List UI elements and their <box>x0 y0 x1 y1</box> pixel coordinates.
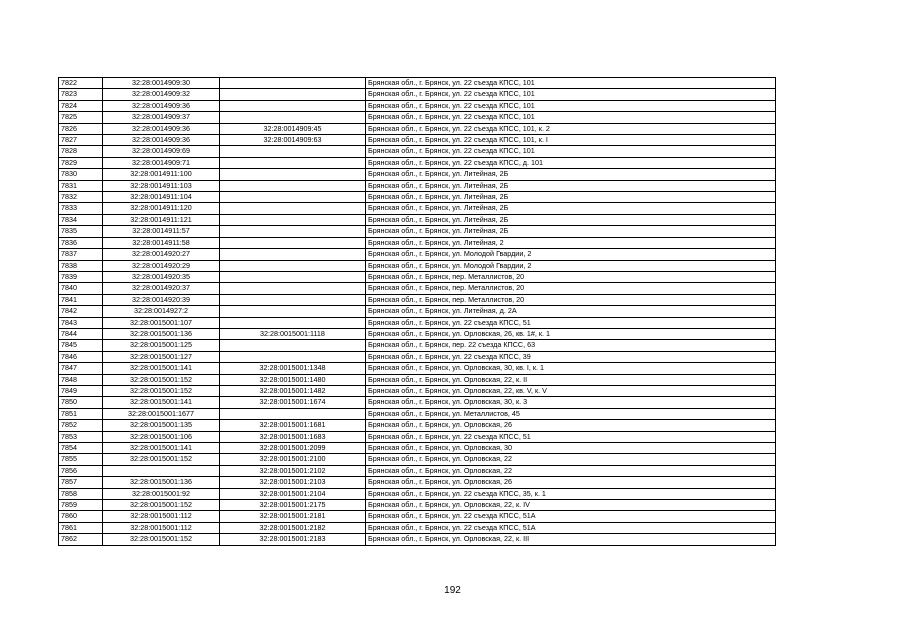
table-row <box>59 135 776 146</box>
address-cell: Брянская обл., г. Брянск, ул. 22 съезда КПСС, 51А <box>366 522 776 533</box>
table-row <box>59 408 776 419</box>
row-number-cell: 7828 <box>59 146 103 157</box>
parent-cadastral-number-cell: 32:28:0015001:127 <box>103 351 220 362</box>
parent-cadastral-number-cell: 32:28:0015001:141 <box>103 363 220 374</box>
object-cadastral-number-cell: 32:28:0015001:2183 <box>220 534 366 545</box>
row-number-cell: 7856 <box>59 465 103 476</box>
table-row <box>59 488 776 499</box>
table-row <box>59 374 776 385</box>
object-cadastral-number-cell <box>220 408 366 419</box>
address-cell: Брянская обл., г. Брянск, ул. Орловская, 22, к. II <box>366 374 776 385</box>
table-row <box>59 363 776 374</box>
object-cadastral-number-cell <box>220 237 366 248</box>
parent-cadastral-number-cell: 32:28:0015001:136 <box>103 477 220 488</box>
parent-cadastral-number-cell: 32:28:0015001:106 <box>103 431 220 442</box>
object-cadastral-number-cell: 32:28:0015001:1118 <box>220 328 366 339</box>
row-number-cell: 7823 <box>59 89 103 100</box>
address-cell: Брянская обл., г. Брянск, пер. Металлистов, 20 <box>366 283 776 294</box>
page-number: 192 <box>444 585 461 596</box>
address-cell: Брянская обл., г. Брянск, ул. Орловская, 30 <box>366 443 776 454</box>
parent-cadastral-number-cell: 32:28:0015001:141 <box>103 443 220 454</box>
parent-cadastral-number-cell: 32:28:0015001:152 <box>103 374 220 385</box>
object-cadastral-number-cell <box>220 249 366 260</box>
row-number-cell: 7853 <box>59 431 103 442</box>
address-cell: Брянская обл., г. Брянск, ул. 22 съезда КПСС, 39 <box>366 351 776 362</box>
object-cadastral-number-cell: 32:28:0014909:45 <box>220 123 366 134</box>
table-row <box>59 260 776 271</box>
row-number-cell: 7850 <box>59 397 103 408</box>
object-cadastral-number-cell <box>220 203 366 214</box>
address-cell: Брянская обл., г. Брянск, ул. 22 съезда КПСС, 101 <box>366 112 776 123</box>
row-number-cell: 7824 <box>59 100 103 111</box>
row-number-cell: 7826 <box>59 123 103 134</box>
table-row <box>59 271 776 282</box>
parent-cadastral-number-cell: 32:28:0015001:135 <box>103 420 220 431</box>
table-row <box>59 203 776 214</box>
table-row <box>59 500 776 511</box>
row-number-cell: 7851 <box>59 408 103 419</box>
object-cadastral-number-cell <box>220 260 366 271</box>
address-cell: Брянская обл., г. Брянск, ул. Орловская, 26, кв. 1#, к. 1 <box>366 328 776 339</box>
table-row <box>59 157 776 168</box>
address-cell: Брянская обл., г. Брянск, ул. 22 съезда КПСС, 101 <box>366 100 776 111</box>
parent-cadastral-number-cell: 32:28:0014909:36 <box>103 135 220 146</box>
address-cell: Брянская обл., г. Брянск, ул. 22 съезда КПСС, 101, к. I <box>366 135 776 146</box>
object-cadastral-number-cell: 32:28:0015001:2103 <box>220 477 366 488</box>
address-cell: Брянская обл., г. Брянск, ул. Орловская, 22 <box>366 454 776 465</box>
object-cadastral-number-cell: 32:28:0015001:2182 <box>220 522 366 533</box>
object-cadastral-number-cell: 32:28:0015001:1482 <box>220 385 366 396</box>
address-cell: Брянская обл., г. Брянск, ул. Литейная, 2Б <box>366 226 776 237</box>
address-cell: Брянская обл., г. Брянск, ул. 22 съезда КПСС, д. 101 <box>366 157 776 168</box>
parent-cadastral-number-cell: 32:28:0014920:29 <box>103 260 220 271</box>
address-cell: Брянская обл., г. Брянск, ул. Металлистов, 45 <box>366 408 776 419</box>
parent-cadastral-number-cell: 32:28:0014911:121 <box>103 214 220 225</box>
table-row <box>59 294 776 305</box>
row-number-cell: 7849 <box>59 385 103 396</box>
table-row <box>59 420 776 431</box>
row-number-cell: 7841 <box>59 294 103 305</box>
object-cadastral-number-cell: 32:28:0015001:2102 <box>220 465 366 476</box>
table-row <box>59 534 776 545</box>
address-cell: Брянская обл., г. Брянск, пер. Металлистов, 20 <box>366 294 776 305</box>
parent-cadastral-number-cell: 32:28:0015001:112 <box>103 522 220 533</box>
address-cell: Брянская обл., г. Брянск, ул. Орловская, 30, к. 3 <box>366 397 776 408</box>
table-row <box>59 397 776 408</box>
table-row <box>59 351 776 362</box>
address-cell: Брянская обл., г. Брянск, ул. Молодой Гвардии, 2 <box>366 249 776 260</box>
object-cadastral-number-cell <box>220 112 366 123</box>
table-row <box>59 477 776 488</box>
object-cadastral-number-cell <box>220 89 366 100</box>
table-row <box>59 78 776 89</box>
address-cell: Брянская обл., г. Брянск, ул. Литейная, 2Б <box>366 203 776 214</box>
row-number-cell: 7862 <box>59 534 103 545</box>
parent-cadastral-number-cell: 32:28:0014920:39 <box>103 294 220 305</box>
table-row <box>59 214 776 225</box>
row-number-cell: 7857 <box>59 477 103 488</box>
address-cell: Брянская обл., г. Брянск, ул. 22 съезда КПСС, 35, к. 1 <box>366 488 776 499</box>
address-cell: Брянская обл., г. Брянск, ул. 22 съезда КПСС, 51А <box>366 511 776 522</box>
parent-cadastral-number-cell: 32:28:0015001:92 <box>103 488 220 499</box>
parent-cadastral-number-cell: 32:28:0015001:1677 <box>103 408 220 419</box>
register-table <box>58 77 776 546</box>
object-cadastral-number-cell <box>220 146 366 157</box>
table-row <box>59 306 776 317</box>
address-cell: Брянская обл., г. Брянск, ул. Орловская, 22, кв. V, к. V <box>366 385 776 396</box>
parent-cadastral-number-cell: 32:28:0014909:37 <box>103 112 220 123</box>
address-cell: Брянская обл., г. Брянск, ул. 22 съезда КПСС, 101, к. 2 <box>366 123 776 134</box>
object-cadastral-number-cell: 32:28:0014909:63 <box>220 135 366 146</box>
parent-cadastral-number-cell: 32:28:0014911:100 <box>103 169 220 180</box>
table-row <box>59 431 776 442</box>
object-cadastral-number-cell <box>220 351 366 362</box>
parent-cadastral-number-cell: 32:28:0015001:136 <box>103 328 220 339</box>
object-cadastral-number-cell <box>220 78 366 89</box>
table-row <box>59 328 776 339</box>
object-cadastral-number-cell <box>220 317 366 328</box>
parent-cadastral-number-cell: 32:28:0014927:2 <box>103 306 220 317</box>
parent-cadastral-number-cell: 32:28:0015001:152 <box>103 385 220 396</box>
parent-cadastral-number-cell: 32:28:0014909:32 <box>103 89 220 100</box>
row-number-cell: 7834 <box>59 214 103 225</box>
address-cell: Брянская обл., г. Брянск, пер. 22 съезда КПСС, 63 <box>366 340 776 351</box>
table-row <box>59 112 776 123</box>
object-cadastral-number-cell: 32:28:0015001:2175 <box>220 500 366 511</box>
parent-cadastral-number-cell: 32:28:0014920:37 <box>103 283 220 294</box>
address-cell: Брянская обл., г. Брянск, ул. Молодой Гвардии, 2 <box>366 260 776 271</box>
parent-cadastral-number-cell: 32:28:0015001:152 <box>103 454 220 465</box>
row-number-cell: 7842 <box>59 306 103 317</box>
row-number-cell: 7830 <box>59 169 103 180</box>
address-cell: Брянская обл., г. Брянск, ул. Орловская, 22, к. IV <box>366 500 776 511</box>
row-number-cell: 7840 <box>59 283 103 294</box>
object-cadastral-number-cell: 32:28:0015001:2100 <box>220 454 366 465</box>
address-cell: Брянская обл., г. Брянск, ул. Литейная, 2Б <box>366 180 776 191</box>
object-cadastral-number-cell <box>220 226 366 237</box>
row-number-cell: 7861 <box>59 522 103 533</box>
object-cadastral-number-cell <box>220 214 366 225</box>
object-cadastral-number-cell <box>220 306 366 317</box>
object-cadastral-number-cell <box>220 294 366 305</box>
parent-cadastral-number-cell: 32:28:0014920:27 <box>103 249 220 260</box>
address-cell: Брянская обл., г. Брянск, ул. Литейная, д. 2А <box>366 306 776 317</box>
row-number-cell: 7837 <box>59 249 103 260</box>
row-number-cell: 7852 <box>59 420 103 431</box>
address-cell: Брянская обл., г. Брянск, ул. 22 съезда КПСС, 51 <box>366 317 776 328</box>
table-row <box>59 454 776 465</box>
table-row <box>59 249 776 260</box>
parent-cadastral-number-cell: 32:28:0014911:103 <box>103 180 220 191</box>
row-number-cell: 7838 <box>59 260 103 271</box>
table-row <box>59 100 776 111</box>
parent-cadastral-number-cell: 32:28:0014909:36 <box>103 100 220 111</box>
object-cadastral-number-cell: 32:28:0015001:1348 <box>220 363 366 374</box>
row-number-cell: 7839 <box>59 271 103 282</box>
row-number-cell: 7844 <box>59 328 103 339</box>
row-number-cell: 7833 <box>59 203 103 214</box>
address-cell: Брянская обл., г. Брянск, ул. 22 съезда КПСС, 101 <box>366 146 776 157</box>
table-row <box>59 192 776 203</box>
address-cell: Брянская обл., г. Брянск, пер. Металлистов, 20 <box>366 271 776 282</box>
parent-cadastral-number-cell: 32:28:0015001:152 <box>103 500 220 511</box>
address-cell: Брянская обл., г. Брянск, ул. Орловская, 26 <box>366 477 776 488</box>
object-cadastral-number-cell: 32:28:0015001:2099 <box>220 443 366 454</box>
row-number-cell: 7848 <box>59 374 103 385</box>
parent-cadastral-number-cell: 32:28:0014909:69 <box>103 146 220 157</box>
object-cadastral-number-cell: 32:28:0015001:1674 <box>220 397 366 408</box>
row-number-cell: 7858 <box>59 488 103 499</box>
table-row <box>59 340 776 351</box>
object-cadastral-number-cell <box>220 283 366 294</box>
parent-cadastral-number-cell: 32:28:0014911:104 <box>103 192 220 203</box>
parent-cadastral-number-cell: 32:28:0014911:120 <box>103 203 220 214</box>
row-number-cell: 7831 <box>59 180 103 191</box>
parent-cadastral-number-cell: 32:28:0014911:58 <box>103 237 220 248</box>
row-number-cell: 7847 <box>59 363 103 374</box>
row-number-cell: 7827 <box>59 135 103 146</box>
object-cadastral-number-cell <box>220 340 366 351</box>
parent-cadastral-number-cell: 32:28:0014909:30 <box>103 78 220 89</box>
parent-cadastral-number-cell: 32:28:0015001:141 <box>103 397 220 408</box>
table-row <box>59 169 776 180</box>
table-row <box>59 226 776 237</box>
parent-cadastral-number-cell <box>103 465 220 476</box>
table-row <box>59 317 776 328</box>
table-row <box>59 123 776 134</box>
object-cadastral-number-cell <box>220 100 366 111</box>
parent-cadastral-number-cell: 32:28:0015001:107 <box>103 317 220 328</box>
register-sheet <box>58 77 775 546</box>
row-number-cell: 7835 <box>59 226 103 237</box>
table-row <box>59 522 776 533</box>
object-cadastral-number-cell: 32:28:0015001:1480 <box>220 374 366 385</box>
object-cadastral-number-cell: 32:28:0015001:2104 <box>220 488 366 499</box>
table-row <box>59 89 776 100</box>
address-cell: Брянская обл., г. Брянск, ул. Литейная, 2 <box>366 237 776 248</box>
table-row <box>59 385 776 396</box>
address-cell: Брянская обл., г. Брянск, ул. Литейная, 2Б <box>366 214 776 225</box>
object-cadastral-number-cell <box>220 271 366 282</box>
row-number-cell: 7825 <box>59 112 103 123</box>
row-number-cell: 7832 <box>59 192 103 203</box>
object-cadastral-number-cell: 32:28:0015001:1683 <box>220 431 366 442</box>
row-number-cell: 7836 <box>59 237 103 248</box>
address-cell: Брянская обл., г. Брянск, ул. 22 съезда КПСС, 51 <box>366 431 776 442</box>
parent-cadastral-number-cell: 32:28:0014909:71 <box>103 157 220 168</box>
address-cell: Брянская обл., г. Брянск, ул. 22 съезда КПСС, 101 <box>366 78 776 89</box>
table-row <box>59 237 776 248</box>
address-cell: Брянская обл., г. Брянск, ул. Литейная, 2Б <box>366 169 776 180</box>
object-cadastral-number-cell: 32:28:0015001:1681 <box>220 420 366 431</box>
parent-cadastral-number-cell: 32:28:0015001:112 <box>103 511 220 522</box>
object-cadastral-number-cell: 32:28:0015001:2181 <box>220 511 366 522</box>
object-cadastral-number-cell <box>220 169 366 180</box>
address-cell: Брянская обл., г. Брянск, ул. 22 съезда КПСС, 101 <box>366 89 776 100</box>
row-number-cell: 7845 <box>59 340 103 351</box>
row-number-cell: 7846 <box>59 351 103 362</box>
table-row <box>59 465 776 476</box>
table-row <box>59 180 776 191</box>
parent-cadastral-number-cell: 32:28:0015001:152 <box>103 534 220 545</box>
row-number-cell: 7855 <box>59 454 103 465</box>
row-number-cell: 7854 <box>59 443 103 454</box>
parent-cadastral-number-cell: 32:28:0015001:125 <box>103 340 220 351</box>
object-cadastral-number-cell <box>220 180 366 191</box>
row-number-cell: 7822 <box>59 78 103 89</box>
row-number-cell: 7859 <box>59 500 103 511</box>
address-cell: Брянская обл., г. Брянск, ул. Орловская, 22, к. III <box>366 534 776 545</box>
row-number-cell: 7860 <box>59 511 103 522</box>
table-row <box>59 443 776 454</box>
parent-cadastral-number-cell: 32:28:0014920:35 <box>103 271 220 282</box>
register-table-body <box>59 78 776 546</box>
address-cell: Брянская обл., г. Брянск, ул. Орловская, 22 <box>366 465 776 476</box>
parent-cadastral-number-cell: 32:28:0014911:57 <box>103 226 220 237</box>
object-cadastral-number-cell <box>220 157 366 168</box>
parent-cadastral-number-cell: 32:28:0014909:36 <box>103 123 220 134</box>
address-cell: Брянская обл., г. Брянск, ул. Орловская, 26 <box>366 420 776 431</box>
table-row <box>59 511 776 522</box>
table-row <box>59 146 776 157</box>
table-row <box>59 283 776 294</box>
row-number-cell: 7843 <box>59 317 103 328</box>
row-number-cell: 7829 <box>59 157 103 168</box>
object-cadastral-number-cell <box>220 192 366 203</box>
address-cell: Брянская обл., г. Брянск, ул. Орловская, 30, кв. I, к. 1 <box>366 363 776 374</box>
address-cell: Брянская обл., г. Брянск, ул. Литейная, 2Б <box>366 192 776 203</box>
